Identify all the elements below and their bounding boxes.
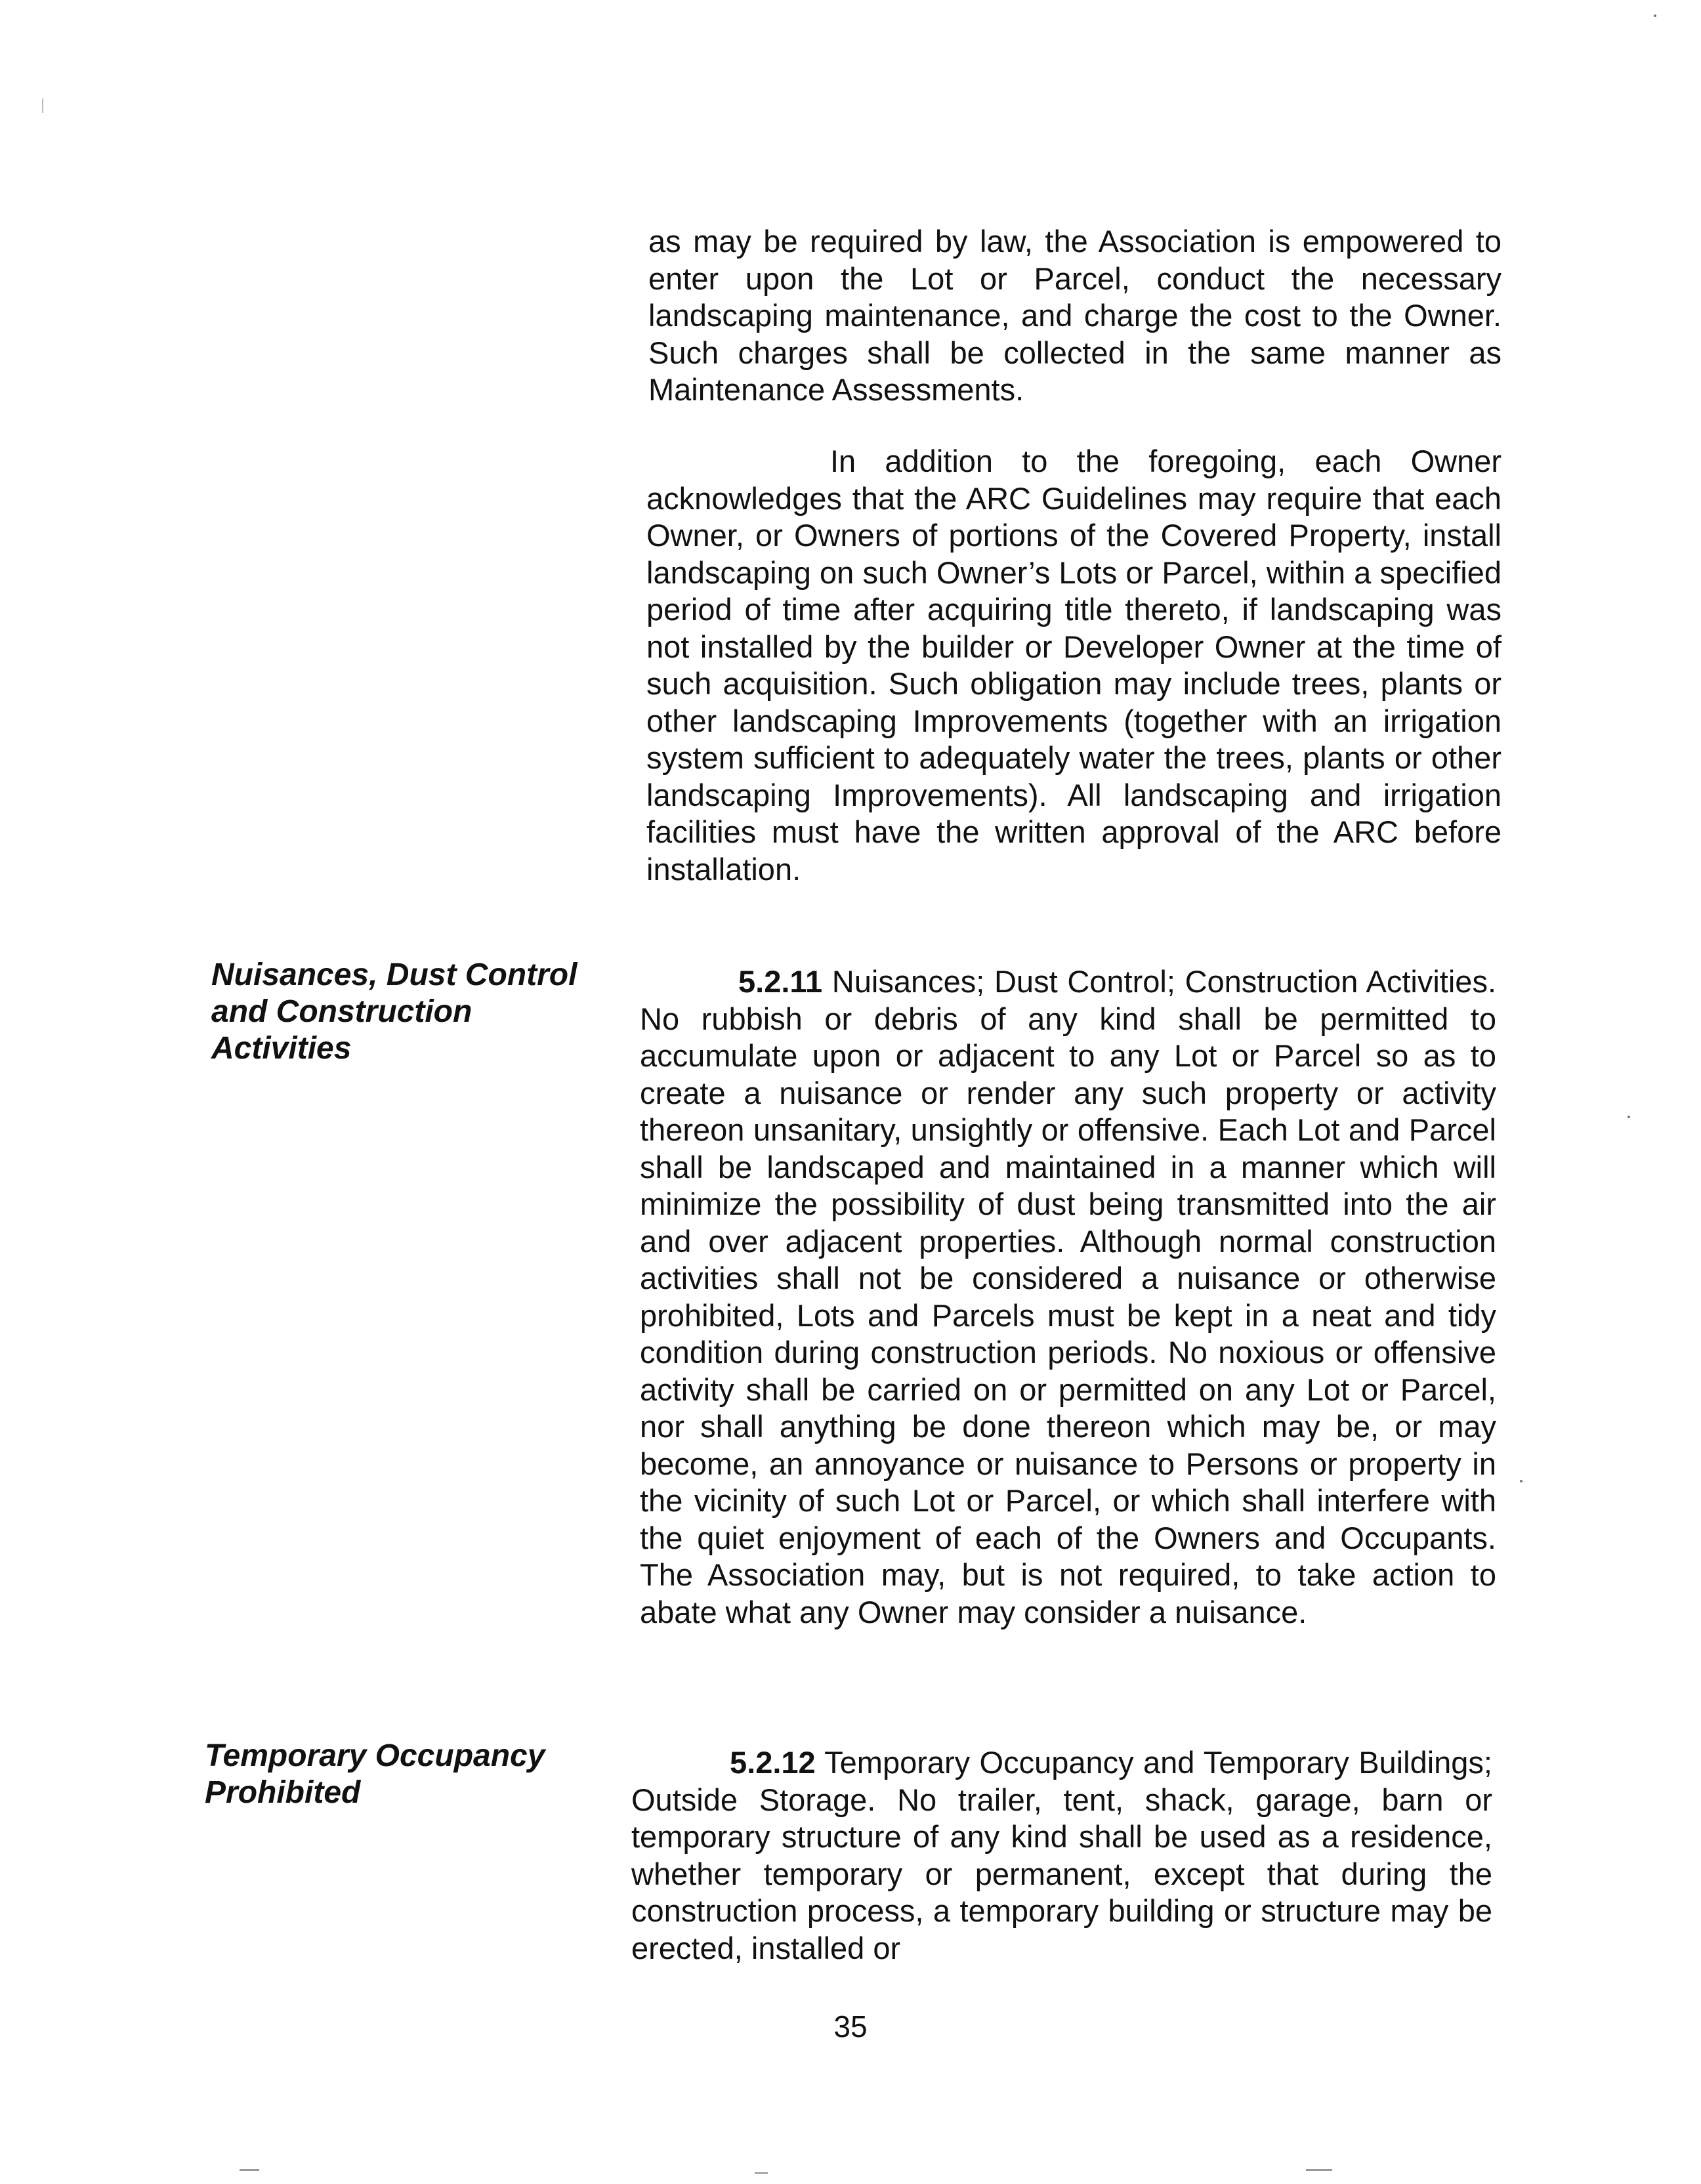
scan-speck [1654, 14, 1656, 17]
scan-speck [1628, 1116, 1630, 1118]
page-number: 35 [833, 2009, 868, 2044]
paragraph-landscape-maintenance-end: as may be required by law, the Association is empowered to enter upon the Lot or Parcel, conduct the necessary landscaping maintenance, and charge the cost to the Owner. Such charges shall be collected in the same manner as Maintenance Assessments. [648, 224, 1502, 407]
section-text: Nuisances; Dust Control; Construction Activities. No rubbish or debris of any kind shall be permitted to accumulate upon or adjacent to any Lot or Parcel so as to create a nuisance or render any such property or activity thereon unsanitary, unsightly or offensive. Each Lot and Parcel shall be landscaped and maintained in a manner which will minimize the possibility of dust being transmitted into the air and over adjacent properties. Although normal construction activities shall not be considered a nuisance or otherwise prohibited, Lots and Parcels must be kept in a neat and tidy condition during construction periods. No noxious or offensive activity shall be carried on or permitted on any Lot or Parcel, nor shall anything be done thereon which may be, or may become, an annoyance or nuisance to Persons or property in the vicinity of such Lot or Parcel, or which shall interfere with the quiet enjoyment of each of the Owners and Occupants. The Association may, but is not required, to take action to abate what any Owner may consider a nuisance. [640, 964, 1497, 1629]
margin-heading-nuisances: Nuisances, Dust Control and Construction Activities [211, 957, 578, 1066]
section-5-2-12 [631, 1744, 1492, 1967]
scan-speck [1306, 2169, 1332, 2171]
scan-speck [240, 2169, 259, 2171]
margin-heading-temporary-occupancy: Temporary Occupancy Prohibited [205, 1738, 545, 1810]
section-text: Temporary Occupancy and Temporary Buildings; Outside Storage. No trailer, tent, shack, garage, barn or temporary structure of any kind shall be used as a residence, whether temporary or permanent, except that during the construction process, a temporary building or structure may be erected, installed or [631, 1745, 1492, 1965]
paragraph-landscape-installation: In addition to the foregoing, each Owner acknowledges that the ARC Guidelines may require that each Owner, or Owners of portions of the Covered Property, install landscaping on such Owner’s Lots or Parcel, within a specified period of time after acquiring title thereto, if landscaping was not installed by the builder or Developer Owner at the time of such acquisition. Such obligation may include trees, plants or other landscaping Improvements (together with an irrigation system sufficient to adequately water the trees, plants or other landscaping Improvements). All landscaping and irrigation facilities must have the written approval of the ARC before installation. [646, 444, 1502, 887]
section-5-2-11 [640, 963, 1496, 1631]
scan-speck [42, 98, 43, 113]
section-number: 5.2.12 [730, 1745, 816, 1780]
section-number: 5.2.11 [738, 964, 823, 999]
scan-speck [755, 2172, 768, 2174]
scan-speck [1520, 1480, 1522, 1482]
